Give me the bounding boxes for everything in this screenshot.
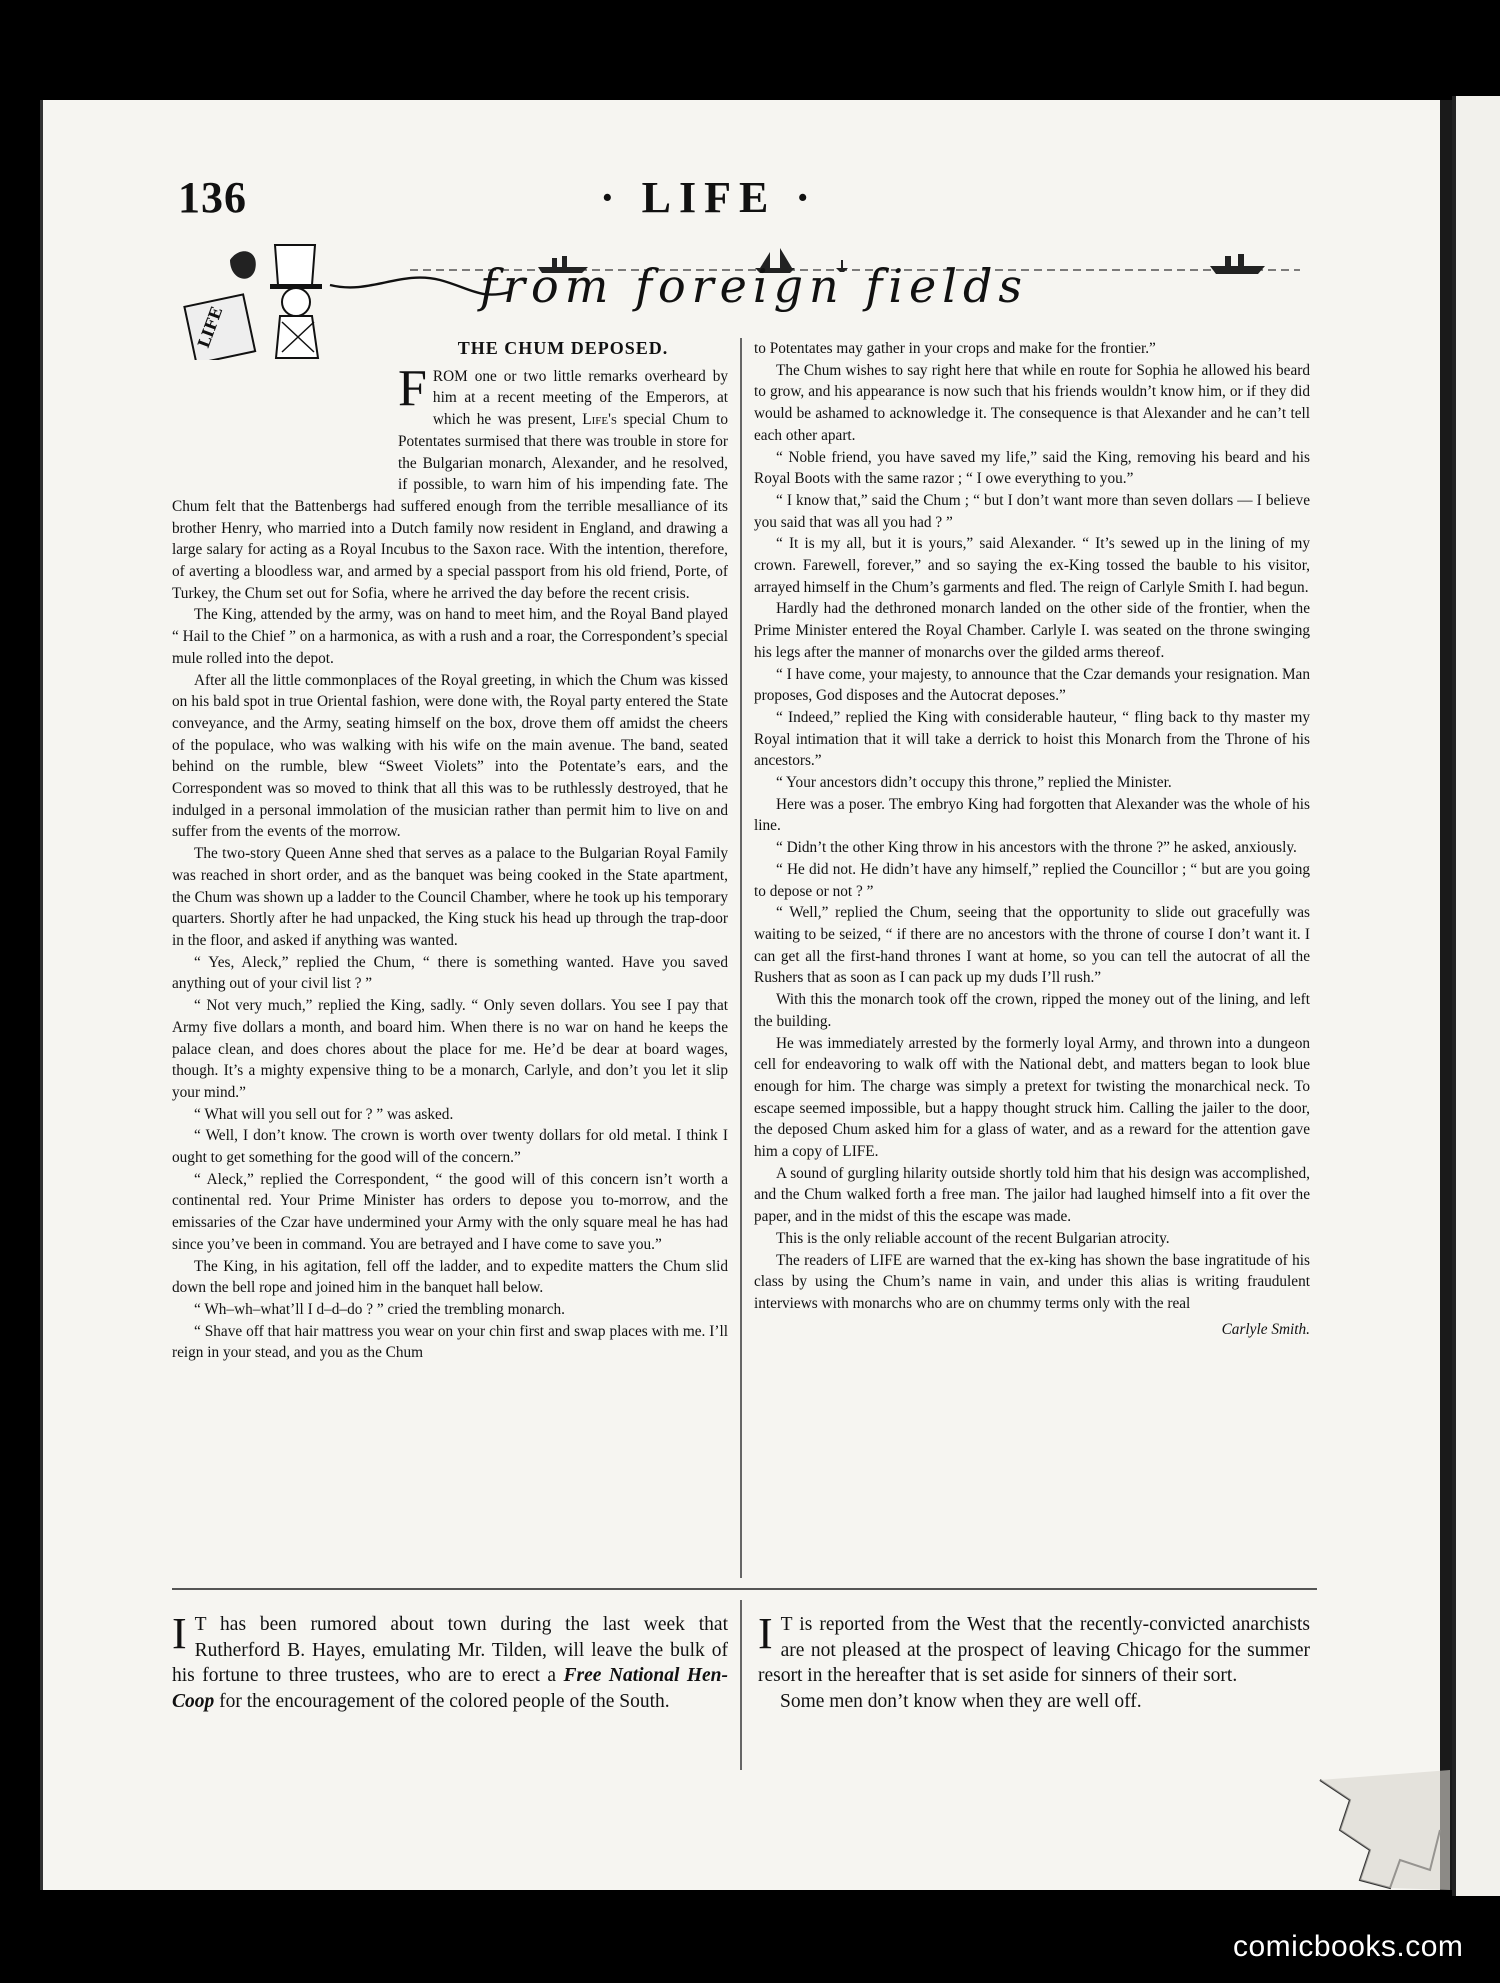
- item-emphasis: Free National Hen-Coop: [172, 1665, 729, 1712]
- lead-text: ROM one or two little remarks overheard by him at a recent meeting of the Emperors, at which he was present,: [432, 367, 728, 429]
- article-paragraph: The Chum wishes to say right here that while en route for Sophia he allowed his beard to grow, and his appearance is now such that his friends wouldn’t know him, or if they did would be ashamed to acknowledge it. The consequence is that Alexander and he can’t tell each other apart.: [754, 361, 1310, 444]
- item-text: T is reported from the West that the recently-convicted anarchists are not pleased at the prospect of leaving Chicago for the summer resort in the hereafter that is set aside for sinners of their sort.: [758, 1614, 1310, 1686]
- item-text: Some men don’t know when they are well off.: [780, 1690, 1142, 1712]
- item-dropcap: I: [172, 1609, 187, 1658]
- lead-rest: special Chum to Potentates surmised that there was trouble in store for the Bulgarian monarch, Alexander, and he resolved, if possible, to warn him of his impending fate. The Chum felt that the Battenbergs had suffered enough from the terrible mesalliance of its brother Henry, who married into a Dutch family now resident in England, and drawing a large salary for acting as a Royal Incubus to the Saxon race. With the intention, therefore, of averting a bloodless war, and armed by a special passport from his old friend, Porte, of Turkey, the Chum set out for Sofia, where he arrived the day before the recent crisis.: [172, 411, 729, 602]
- article-paragraph: With this the monarch took off the crown, ripped the money out of the lining, and left the building.: [754, 991, 1310, 1030]
- article-paragraph: This is the only reliable account of the recent Bulgarian atrocity.: [776, 1229, 1170, 1247]
- next-page-edge: [1452, 96, 1500, 1896]
- article-paragraph: The two-story Queen Anne shed that serves as a palace to the Bulgarian Royal Family was reached in short order, and as the banquet was being cooked in the State apartment, the Chum was shown up a ladder to the Council Chamber, where he took up his temporary quarters. Shortly after he had unpacked, the King stuck his head up through the trap-door in the floor, and asked if anything was wanted.: [172, 845, 728, 949]
- steamship-icon: [1210, 254, 1265, 274]
- article-paragraph: “ Well,” replied the Chum, seeing that the opportunity to slide out gracefully was waiting to be seized, “ if there are no ancestors with the throne of course I don’t want it. I can get all the first-hand thrones I want at home, so you can tell the autocrat of all the Rushers that as soon as I can pack up my duds I’ll rush.”: [754, 904, 1310, 987]
- article-paragraph: The readers of LIFE are warned that the ex-king has shown the base ingratitude of his class by using the Chum’s name in vain, and under this alias is writing fraudulent interviews with monarchs who are on chummy terms only with the real: [754, 1251, 1310, 1312]
- article-dropcap: F: [398, 359, 427, 417]
- newspaper-label: LIFE: [193, 304, 227, 351]
- article-title: THE CHUM DEPOSED.: [457, 338, 669, 358]
- article-paragraph: “ Aleck,” replied the Correspondent, “ the good will of this concern isn’t worth a continental red. Your Prime Minister has orders to depose you to-morrow, and the emissaries of the Czar have undermined your Army with the only square meal he has had since you’ve been in command. You are betrayed and I have come to save you.”: [172, 1170, 728, 1253]
- article-paragraph: “ It is my all, but it is yours,” said Alexander. “ It’s sewed up in the lining of my crown. Farewell, forever,” and so saying the ex-King tossed the bauble to his visitor, arrayed himself in the Chum’s garments and fled. The reign of Carlyle Smith I. had begun.: [754, 535, 1310, 596]
- page-tear: [1310, 1770, 1450, 1890]
- article-paragraph: “ Not very much,” replied the King, sadly. “ Only seven dollars. You see I pay that Army five dollars a month, and board him. When there is no war on hand he keeps the palace clean, and does chores about the place for me. He’d be dear at board wages, though. It’s a mighty expensive thing to be a monarch, Carlyle, and don’t you let it slip your mind.”: [172, 997, 728, 1101]
- article-paragraph: He was immediately arrested by the formerly loyal Army, and thrown into a dungeon cell for endeavoring to walk off with the National debt, and matters began to look blue enough for him. The charge was simply a pretext for twisting the monarchical neck. To escape seemed impossible, but a happy thought struck him. Calling the jailer to the door, the deposed Chum asked him for a glass of water, and as a reward for the attention gave him a copy of LIFE.: [754, 1034, 1310, 1161]
- article-paragraph: “ Didn’t the other King throw in his ancestors with the throne ?” he asked, anxiously.: [776, 839, 1297, 857]
- article-paragraph: “ He did not. He didn’t have any himself,” replied the Councillor ; “ but are you going to depose or not ? ”: [754, 860, 1310, 900]
- article-paragraph: “ Noble friend, you have saved my life,” said the King, removing his beard and his Royal Boots with the same razor ; “ I owe everything to you.”: [754, 448, 1310, 488]
- section-rule: [172, 1588, 1317, 1590]
- article-paragraph: Hardly had the dethroned monarch landed on the other side of the frontier, when the Prime Minister entered the Royal Chamber. Carlyle I. was seated on the throne swinging his legs after the manner of monarchs over the gilded arms thereof.: [754, 600, 1310, 661]
- banner-script-title: from foreign fields: [480, 259, 1029, 313]
- masthead: · LIFE ·: [600, 173, 819, 222]
- article-signature: Carlyle Smith.: [1221, 1320, 1310, 1338]
- item-dropcap: I: [758, 1609, 773, 1658]
- article-paragraph: to Potentates may gather in your crops and make for the frontier.”: [754, 340, 1156, 357]
- page-number: 136: [178, 173, 247, 222]
- article-paragraph: “ I have come, your majesty, to announce that the Czar demands your resignation. Man proposes, God disposes and the Autocrat deposes.”: [754, 665, 1310, 705]
- article-paragraph: A sound of gurgling hilarity outside shortly told him that his design was accomplished, and the Chum walked forth a free man. The jailor had laughed himself into a fit over the paper, and in the midst of this the escape was made.: [754, 1164, 1310, 1226]
- article-paragraph: “ Wh–wh–what’ll I d–d–do ? ” cried the trembling monarch.: [194, 1300, 565, 1318]
- item-divider: [740, 1600, 742, 1770]
- article-paragraph: “ Shave off that hair mattress you wear on your chin first and swap places with me. I’ll reign in your stead, and you as the Chum: [172, 1322, 728, 1362]
- column-divider: [740, 338, 742, 1578]
- item-text: for the encouragement of the colored people of the South.: [219, 1690, 670, 1712]
- watermark: comicbooks.com: [1233, 1930, 1464, 1963]
- article-paragraph: “ Indeed,” replied the King with considerable hauteur, “ fling back to thy master my Royal intimation that it will take a derrick to hoist this Monarch from the Throne of his ancestors.”: [754, 708, 1310, 770]
- article-paragraph: “ Yes, Aleck,” replied the Chum, “ there is something wanted. Have you saved anything out of your civil list ? ”: [172, 953, 728, 993]
- article-paragraph: After all the little commonplaces of the Royal greeting, in which the Chum was kissed on his bald spot in true Oriental fashion, were done with, the Royal party entered the State conveyance, and the Army, seating himself on the box, drove them off amidst the cheers of the populace, who was walking with his wife on the main avenue. The band, seated behind on the rumble, blew “Sweet Violets” into the Potentate’s ears, and the Correspondent was so moved to think that all this was to be ruthlessly destroyed, that he indulged in a personal immolation of the musician rather than permit him to live on and suffer from the events of the morrow.: [172, 671, 728, 841]
- article-paragraph: The King, attended by the army, was on hand to meet him, and the Royal Band played “ Hail to the Chief ” on a harmonica, as with a rush and a roar, the Correspondent’s special mule rolled into the depot.: [172, 606, 728, 667]
- article-paragraph: “ I know that,” said the Chum ; “ but I don’t want more than seven dollars — I believe you said that was all you had ? ”: [754, 491, 1310, 531]
- item-text: T has been rumored about town during the last week that Rutherford B. Hayes, emulating Mr. Tilden, will leave the bulk of his fortune to three trustees, who are to erect a: [172, 1614, 728, 1686]
- news-item-right: [758, 1609, 1310, 1714]
- article-paragraph: The King, in his agitation, fell off the ladder, and to expedite matters the Chum slid down the bell rope and joined him in the banquet hall below.: [172, 1257, 728, 1297]
- article-paragraph: “ Well, I don’t know. The crown is worth over twenty dollars for old metal. I think I ought to get something for the good will of the concern.”: [172, 1127, 728, 1167]
- article-paragraph: “ What will you sell out for ? ” was asked.: [194, 1105, 454, 1123]
- page-header: [0, 172, 1500, 232]
- news-item-left: [172, 1609, 729, 1714]
- article-column-2: [754, 338, 1310, 1340]
- article-paragraph: “ Your ancestors didn’t occupy this throne,” replied the Minister.: [776, 774, 1172, 792]
- lead-brand: Life's: [582, 411, 617, 429]
- article-column-1: [172, 338, 728, 1364]
- article-paragraph: Here was a poser. The embryo King had forgotten that Alexander was the whole of his line.: [754, 795, 1310, 835]
- figure-reader-illustration-spacer: [172, 338, 390, 488]
